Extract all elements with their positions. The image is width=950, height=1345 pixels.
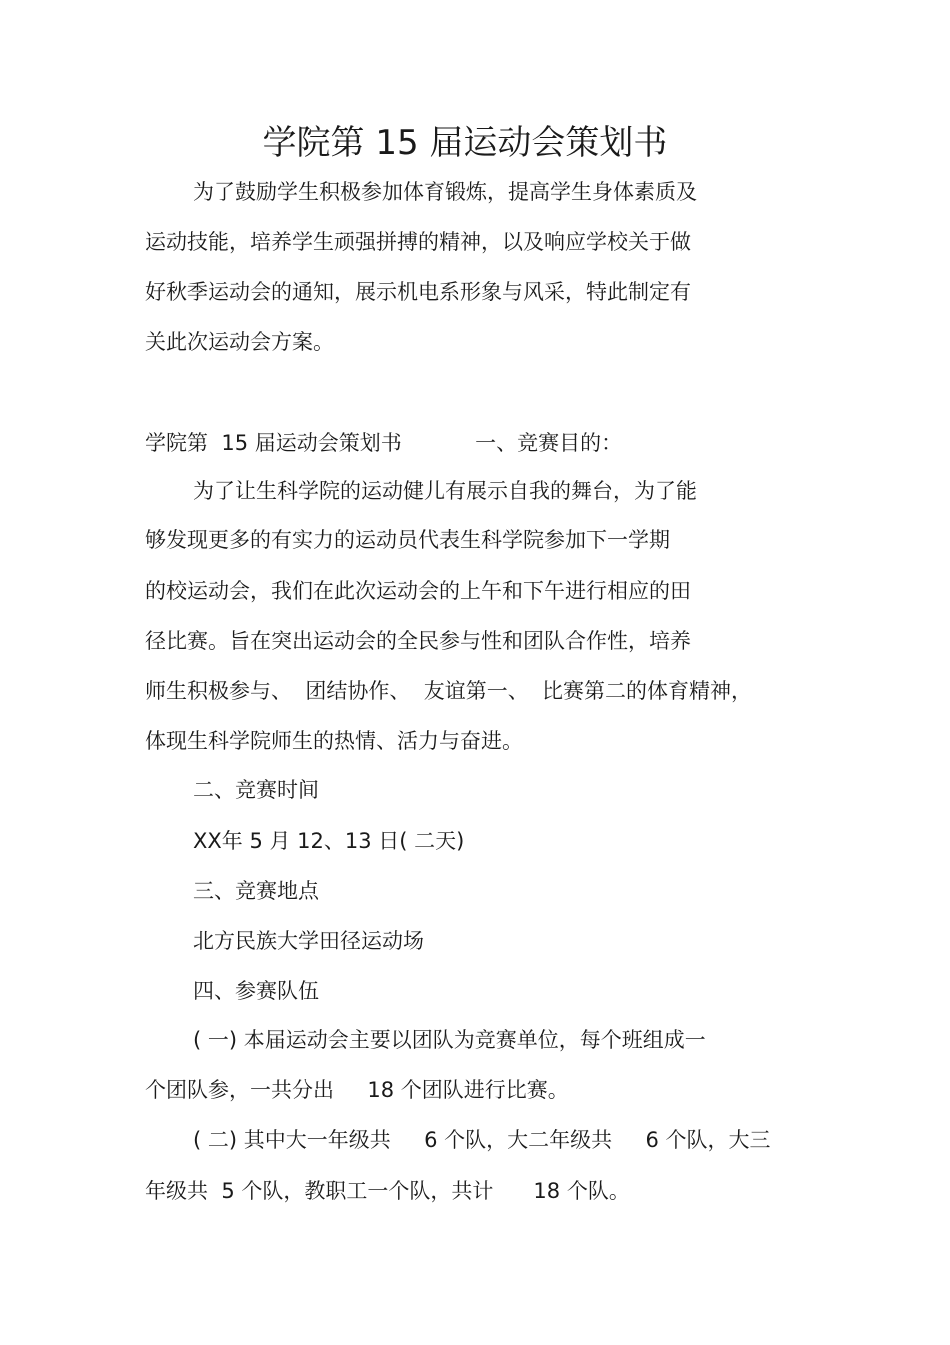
paragraph-line: 好秋季运动会的通知，展示机电系形象与风采，特此制定有 bbox=[145, 280, 691, 304]
paragraph-line: 个团队参，一共分出 18 个团队进行比赛。 bbox=[145, 1078, 569, 1102]
paragraph-line: ( 二) 其中大一年级共 6 个队，大二年级共 6 个队，大三 bbox=[193, 1128, 771, 1152]
section-heading: 三、竞赛地点 bbox=[193, 879, 319, 903]
paragraph-line: 径比赛。旨在突出运动会的全民参与性和团队合作性，培养 bbox=[145, 629, 691, 653]
paragraph-line: 年级共 5 个队，教职工一个队，共计 18 个队。 bbox=[145, 1179, 630, 1203]
section-heading: 二、竞赛时间 bbox=[193, 778, 319, 802]
paragraph-line: 体现生科学院师生的热情、活力与奋进。 bbox=[145, 729, 523, 753]
paragraph-line: ( 一) 本届运动会主要以团队为竞赛单位，每个班组成一 bbox=[193, 1028, 706, 1052]
paragraph-line: 够发现更多的有实力的运动员代表生科学院参加下一学期 bbox=[145, 528, 670, 552]
paragraph-line: 运动技能，培养学生顽强拼搏的精神，以及响应学校关于做 bbox=[145, 230, 691, 254]
section-heading-line: 学院第 15 届运动会策划书 一、竞赛目的： bbox=[145, 431, 623, 455]
paragraph-line: 北方民族大学田径运动场 bbox=[193, 929, 424, 953]
paragraph-line: XX年 5 月 12、13 日( 二天) bbox=[193, 829, 465, 853]
paragraph-line: 的校运动会，我们在此次运动会的上午和下午进行相应的田 bbox=[145, 579, 691, 603]
section-heading: 四、参赛队伍 bbox=[193, 979, 319, 1003]
paragraph-line: 师生积极参与、 团结协作、 友谊第一、 比赛第二的体育精神， bbox=[145, 679, 753, 703]
paragraph-line: 为了让生科学院的运动健儿有展示自我的舞台，为了能 bbox=[193, 479, 697, 503]
document-title: 学院第 15 届运动会策划书 bbox=[262, 123, 668, 163]
paragraph-line: 为了鼓励学生积极参加体育锻炼，提高学生身体素质及 bbox=[193, 180, 697, 204]
paragraph-line: 关此次运动会方案。 bbox=[145, 330, 334, 354]
